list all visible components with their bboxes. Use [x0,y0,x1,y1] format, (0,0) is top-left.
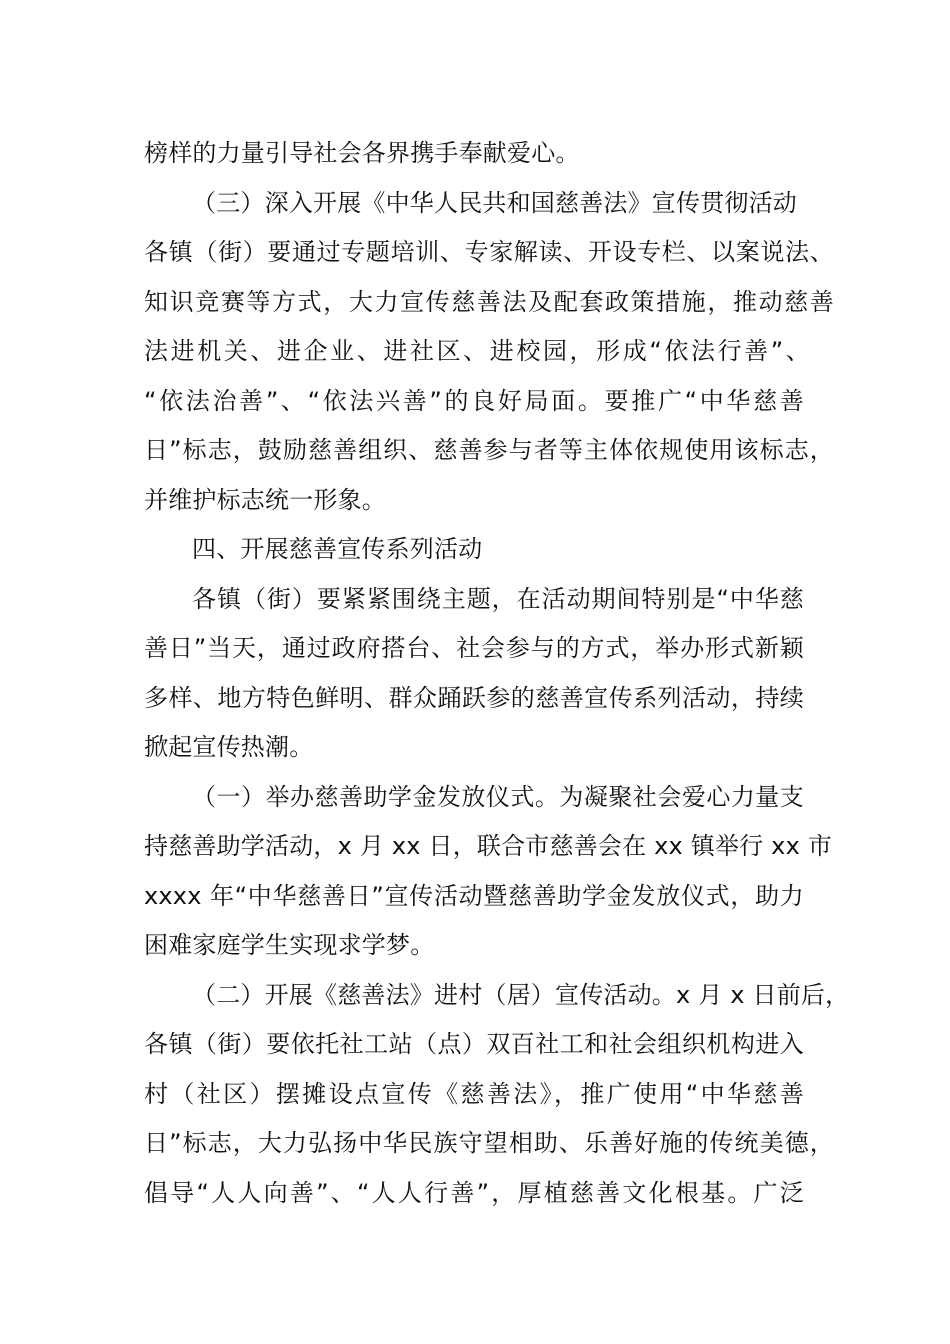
text-line: “依法治善”、“依法兴善”的良好局面。要推广“中华慈善 [144,387,804,415]
text-line: 日”标志，鼓励慈善组织、慈善参与者等主体依规使用该标志， [144,436,834,464]
text-line: 并维护标志统一形象。 [144,486,386,514]
text-line: 多样、地方特色鲜明、群众踊跃参的慈善宣传系列活动，持续 [144,684,804,712]
text-line: 榜样的力量引导社会各界携手奉献爱心。 [144,139,580,167]
section-heading: （三）深入开展《中华人民共和国慈善法》宣传贯彻活动 [192,189,797,217]
section-heading: 四、开展慈善宣传系列活动 [192,535,483,563]
text-line: 掀起宣传热潮。 [144,733,314,761]
text-line: 倡导“人人向善”、“人人行善”，厚植慈善文化根基。广泛 [144,1179,804,1207]
text-line: 知识竞赛等方式，大力宣传慈善法及配套政策措施，推动慈善 [144,288,834,316]
text-line: 善日”当天，通过政府搭台、社会参与的方式，举办形式新颖 [144,634,804,662]
text-line: 各镇（街）要依托社工站（点）双百社工和社会组织机构进入 [144,1030,804,1058]
text-line: 村（社区）摆摊设点宣传《慈善法》，推广使用“中华慈善 [144,1080,804,1108]
text-line: 日”标志，大力弘扬中华民族守望相助、乐善好施的传统美德， [144,1129,834,1157]
subsection-heading: （二）开展《慈善法》进村（居）宣传活动。x 月 x 日前后， [192,981,850,1009]
text-line: 各镇（街）要紧紧围绕主题，在活动期间特别是“中华慈 [192,585,804,613]
text-line: xxxx 年“中华慈善日”宣传活动暨慈善助学金发放仪式，助力 [144,882,804,910]
text-line: 各镇（街）要通过专题培训、专家解读、开设专栏、以案说法、 [144,238,834,266]
subsection-heading: （一）举办慈善助学金发放仪式。为凝聚社会爱心力量支 [192,783,804,811]
text-line: 持慈善助学活动，x 月 xx 日，联合市慈善会在 xx 镇举行 xx 市 [144,832,833,860]
text-line: 困难家庭学生实现求学梦。 [144,931,435,959]
text-line: 法进机关、进企业、进社区、进校园，形成“依法行善”、 [144,337,810,365]
